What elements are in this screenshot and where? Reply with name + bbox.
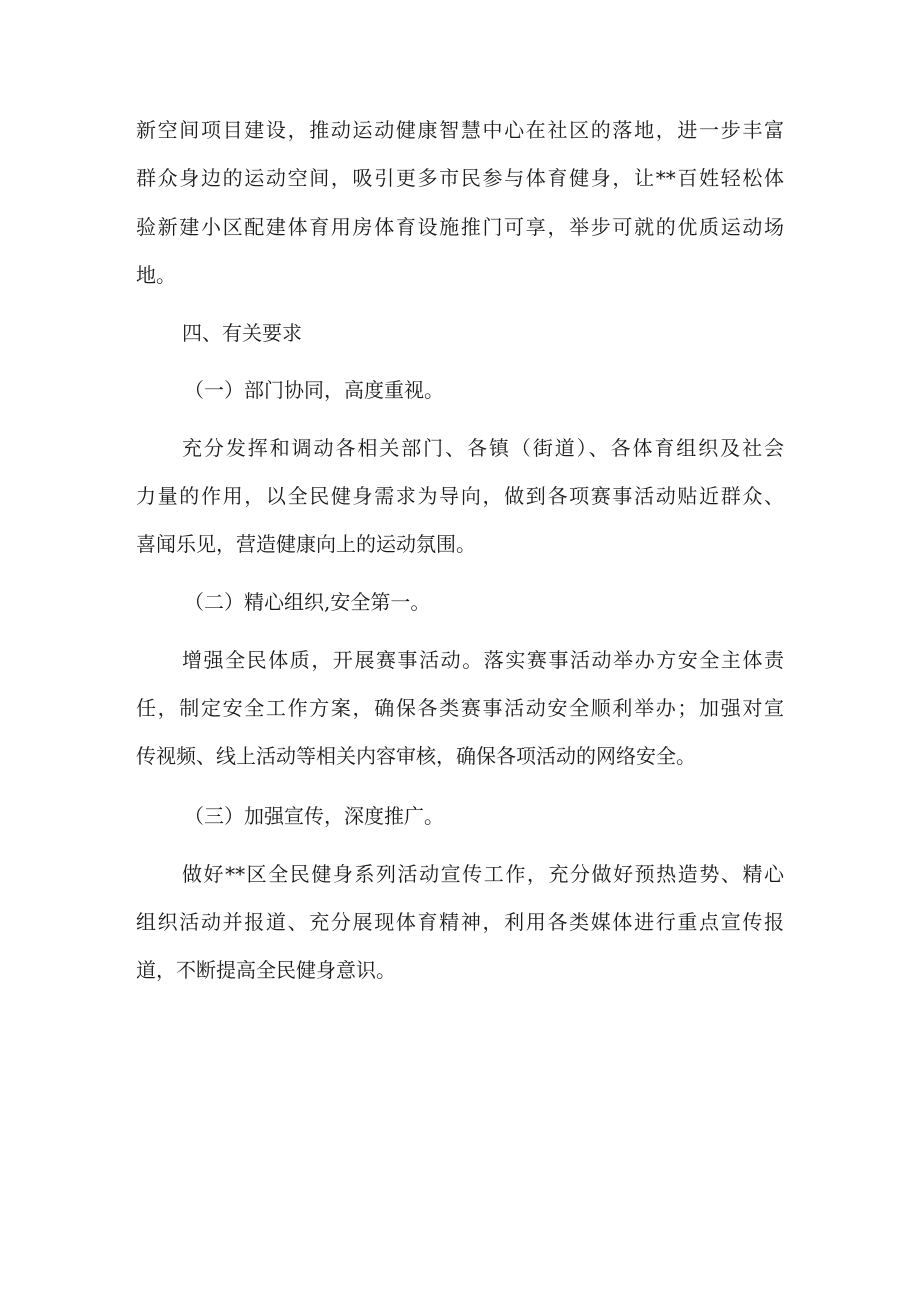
paragraph-2-line-2: 力量的作用，以全民健身需求为导向，做到各项赛事活动贴近群众、 xyxy=(136,484,784,508)
paragraph-1-line-4: 地。 xyxy=(136,263,176,287)
paragraph-4-line-2: 组织活动并报道、充分展现体育精神，利用各类媒体进行重点宣传报 xyxy=(136,910,784,934)
paragraph-3-line-1: 增强全民体质，开展赛事活动。落实赛事活动举办方安全主体责 xyxy=(182,648,784,672)
section-heading-requirements: 四、有关要求 xyxy=(182,321,302,345)
paragraph-1-line-1: 新空间项目建设，推动运动健康智慧中心在社区的落地，进一步丰富 xyxy=(136,118,784,142)
subheading-2: （二）精心组织,安全第一。 xyxy=(184,590,431,614)
subheading-3: （三）加强宣传，深度推广。 xyxy=(184,804,444,828)
subheading-1: （一）部门协同，高度重视。 xyxy=(184,378,444,402)
paragraph-3-line-3: 传视频、线上活动等相关内容审核，确保各项活动的网络安全。 xyxy=(136,744,696,768)
paragraph-4-line-3: 道，不断提高全民健身意识。 xyxy=(136,958,396,982)
paragraph-2-line-3: 喜闻乐见，营造健康向上的运动氛围。 xyxy=(136,532,476,556)
paragraph-4-line-1: 做好**区全民健身系列活动宣传工作，充分做好预热造势、精心 xyxy=(182,862,784,886)
paragraph-1-line-2: 群众身边的运动空间，吸引更多市民参与体育健身，让**百姓轻松体 xyxy=(136,166,784,190)
paragraph-3-line-2: 任，制定安全工作方案，确保各类赛事活动安全顺利举办；加强对宣 xyxy=(136,696,784,720)
paragraph-2-line-1: 充分发挥和调动各相关部门、各镇（街道）、各体育组织及社会 xyxy=(182,436,784,460)
paragraph-1-line-3: 验新建小区配建体育用房体育设施推门可享，举步可就的优质运动场 xyxy=(136,215,784,239)
